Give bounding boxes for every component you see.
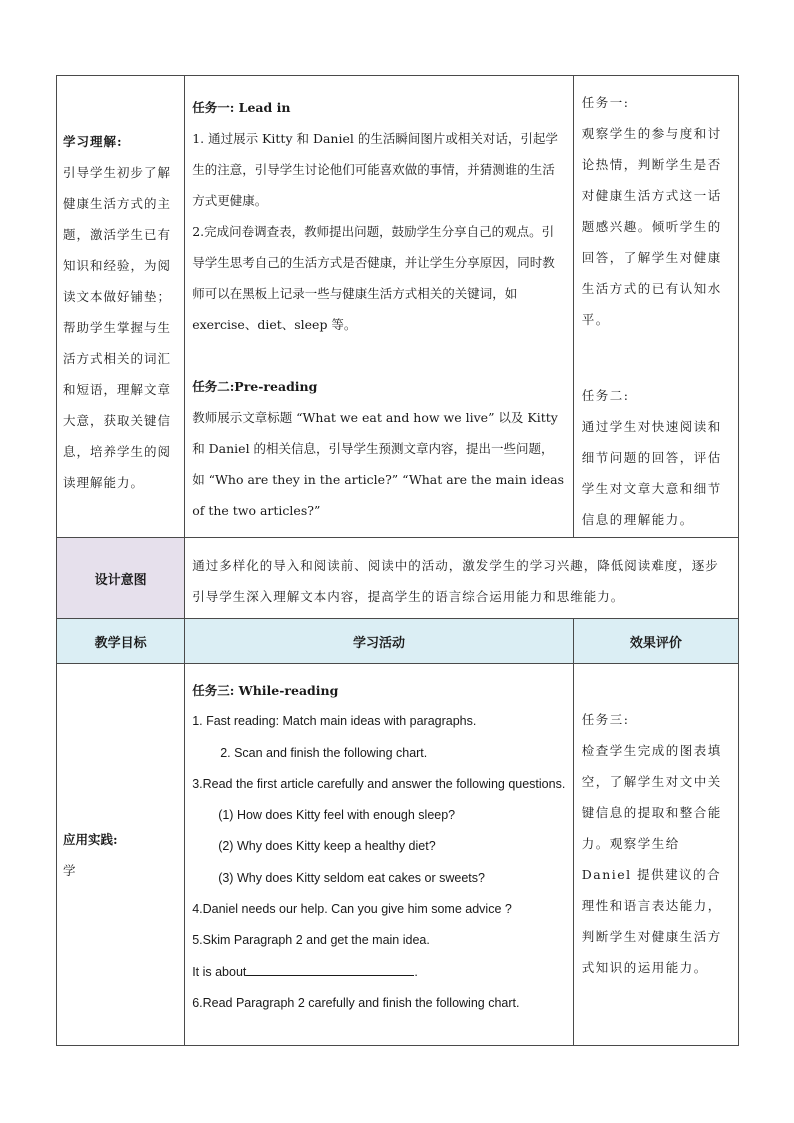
eval1-body: 观察学生的参与度和讨论热情，判断学生是否对健康生活方式这一话题感兴趣。倾听学生的回答，了解学生对健康生活方式的已有认知水平。: [581, 126, 722, 327]
fill-in-prefix: It is about: [192, 964, 247, 979]
spacer: [192, 340, 566, 371]
task3-line-2: 2. Scan and finish the following chart.: [220, 745, 428, 760]
fill-in-suffix: .: [414, 964, 418, 979]
learning-goal-cell: [57, 76, 185, 538]
answer-blank: [246, 961, 414, 976]
header-teaching-goal: 教学目标: [57, 619, 185, 664]
task3-title: 任务三: While-reading: [192, 683, 339, 698]
eval2-body: 通过学生对快速阅读和细节问题的回答，评估学生对文章大意和细节信息的理解能力。: [581, 419, 722, 527]
fill-in-line: [192, 957, 566, 988]
task2-title: 任务二:Pre-reading: [192, 379, 318, 394]
question-1: (1) How does Kitty feel with enough sleep?: [218, 808, 456, 823]
evaluation-cell: [573, 76, 738, 538]
lesson-plan-table: [56, 75, 739, 1046]
header-learning-activity: 学习活动: [185, 619, 574, 664]
header-effect-evaluation: 效果评价: [573, 619, 738, 664]
task3-line-6: 6.Read Paragraph 2 carefully and finish the following chart.: [192, 995, 520, 1010]
eval2-title: 任务二:: [581, 388, 630, 403]
question-3: (3) Why does Kitty seldom eat cakes or sweets?: [218, 870, 485, 885]
design-row: [57, 538, 739, 619]
learning-goal-body: 引导学生初步了解健康生活方式的主题，激活学生已有知识和经验，为阅读文本做好铺垫；帮助学生掌握与生活方式相关的词汇和短语，理解文章大意，获取关键信息，培养学生的阅读理解能力。: [63, 165, 172, 490]
application-goal-cell: [57, 664, 185, 1046]
learning-goal-title: 学习理解:: [63, 134, 123, 149]
application-row: [57, 664, 739, 1046]
application-goal-body: 学: [63, 862, 76, 878]
task3-line-4: 4.Daniel needs our help. Can you give him some advice ?: [192, 902, 512, 917]
task3-line-1: 1. Fast reading: Match main ideas with paragraphs.: [192, 714, 477, 729]
design-intent-text: 通过多样化的导入和阅读前、阅读中的活动，激发学生的学习兴趣，降低阅读难度，逐步引导学生深入理解文本内容，提高学生的语言综合运用能力和思维能力。: [185, 538, 739, 619]
activity-cell: [185, 76, 574, 538]
eval3-body: 检查学生完成的图表填空，了解学生对文中关键信息的提取和整合能力。观察学生给 Daniel 提供建议的合理性和语言表达能力，判断学生对健康生活方式知识的运用能力。: [581, 743, 722, 975]
task3-line-5: 5.Skim Paragraph 2 and get the main idea.: [192, 933, 430, 948]
understanding-row: [57, 76, 739, 538]
application-goal-title: 应用实践:: [63, 831, 118, 847]
while-reading-cell: [185, 664, 574, 1046]
eval1-title: 任务一:: [581, 95, 630, 110]
task1-title: 任务一: Lead in: [192, 100, 291, 115]
task1-step1: 1. 通过展示 Kitty 和 Daniel 的生活瞬间图片或相关对话，引起学生的注意，引导学生讨论他们可能喜欢做的事情，并猜测谁的生活方式更健康。: [192, 131, 558, 208]
task3-line-3: 3.Read the first article carefully and answer the following questions.: [192, 776, 566, 791]
design-intent-label: 设计意图: [57, 538, 185, 619]
eval3-title: 任务三:: [581, 712, 630, 727]
spacer: [582, 335, 730, 380]
header-row: [57, 619, 739, 664]
question-2: (2) Why does Kitty keep a healthy diet?: [218, 839, 436, 854]
evaluation3-cell: [573, 664, 738, 1046]
task1-step2: 2.完成问卷调查表，教师提出问题，鼓励学生分享自己的观点。引导学生思考自己的生活方式是否健康，并让学生分享原因，同时教师可以在黑板上记录一些与健康生活方式相关的关键词，如 exercise、diet、sleep 等。: [192, 224, 555, 332]
task2-body: 教师展示文章标题 “What we eat and how we live” 以及 Kitty 和 Daniel 的相关信息，引导学生预测文章内容，提出一些问题，如 “Who are they in the article?” “What are the main ideas of the two articles?”: [192, 410, 565, 518]
